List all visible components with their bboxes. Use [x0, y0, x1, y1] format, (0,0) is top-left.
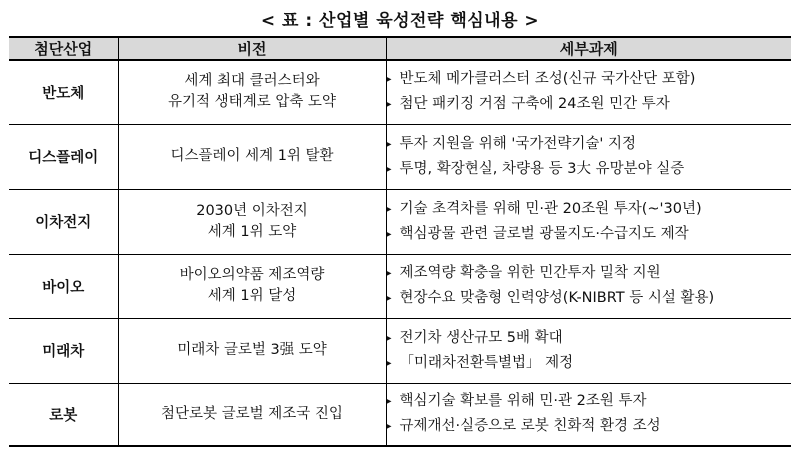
task-item: [387, 157, 792, 182]
bullet-arrow-icon: ▸: [386, 163, 392, 175]
task-text: 투자 지원을 위해 '국가전략기술' 지정: [399, 135, 637, 152]
tasks-cell: [386, 383, 791, 446]
vision-cell: [118, 60, 386, 124]
tasks-cell: [386, 124, 791, 189]
task-item: [387, 326, 792, 351]
task-text: 핵심광물 관련 글로벌 광물지도·수급지도 제작: [399, 225, 689, 242]
header-tasks: 세부과제: [386, 37, 791, 60]
task-item: [387, 389, 792, 414]
bullet-arrow-icon: ▸: [386, 138, 392, 150]
bullet-arrow-icon: ▸: [386, 332, 392, 344]
task-text: 반도체 메가클러스터 조성(신규 국가산단 포함): [399, 71, 696, 88]
vision-line: 세계 최대 클러스터와: [184, 73, 320, 90]
vision-line: 2030년 이차전지: [196, 202, 308, 219]
task-text: 기술 초격차를 위해 민·관 20조원 투자(~'30년): [399, 200, 702, 217]
task-text: 전기차 생산규모 5배 확대: [399, 329, 563, 346]
industry-name: 로봇: [9, 383, 118, 446]
task-item: [387, 197, 792, 222]
task-item: [387, 351, 792, 376]
header-industry: 첨단산업: [9, 37, 118, 60]
task-item: [387, 132, 792, 157]
industry-name: 반도체: [9, 60, 118, 124]
bullet-arrow-icon: ▸: [386, 421, 392, 433]
task-item: [387, 222, 792, 247]
vision-line: 세계 1위 도약: [207, 223, 297, 240]
vision-cell: [118, 124, 386, 189]
vision-cell: [118, 318, 386, 383]
task-text: 투명, 확장현실, 차량용 등 3大 유망분야 실증: [399, 160, 685, 177]
task-text: 「미래차전환특별법」 제정: [399, 354, 574, 371]
table-row: [9, 254, 791, 318]
header-vision: 비전: [118, 37, 386, 60]
task-item: [387, 92, 792, 117]
vision-line: 바이오의약품 제조역량: [179, 267, 325, 283]
industry-name: 바이오: [9, 254, 118, 318]
industry-name: 미래차: [9, 318, 118, 383]
task-text: 핵심기술 확보를 위해 민·관 2조원 투자: [399, 393, 647, 410]
bullet-arrow-icon: ▸: [386, 203, 392, 215]
industry-name: 디스플레이: [9, 124, 118, 189]
tasks-cell: [386, 254, 791, 318]
table-row: [9, 60, 791, 124]
tasks-cell: [386, 60, 791, 124]
task-text: 규제개선·실증으로 로봇 친화적 환경 조성: [399, 418, 661, 435]
task-item: [387, 414, 792, 439]
bullet-arrow-icon: ▸: [386, 293, 392, 304]
tasks-cell: [386, 189, 791, 254]
table-row: [9, 318, 791, 383]
bullet-arrow-icon: ▸: [386, 268, 392, 279]
vision-cell: [118, 254, 386, 318]
task-text: 제조역량 확충을 위한 민간투자 밀착 지원: [399, 265, 661, 281]
task-text: 현장수요 맞춤형 인력양성(K-NIBRT 등 시설 활용): [399, 290, 715, 306]
vision-line: 세계 1위 달성: [207, 288, 297, 304]
vision-cell: [118, 383, 386, 446]
bullet-arrow-icon: ▸: [386, 357, 392, 369]
task-item: [387, 261, 792, 286]
vision-cell: [118, 189, 386, 254]
bullet-arrow-icon: ▸: [386, 99, 392, 111]
table-caption: < 표 : 산업별 육성전략 핵심내용 >: [260, 11, 540, 31]
vision-line: 첨단로봇 글로벌 제조국 진입: [161, 405, 343, 422]
table-row: [9, 189, 791, 254]
header-row: [9, 37, 791, 60]
table-row: [9, 124, 791, 189]
industry-name: 이차전지: [9, 189, 118, 254]
tasks-cell: [386, 318, 791, 383]
vision-line: 유기적 생태계로 압축 도약: [168, 94, 336, 111]
task-item: [387, 286, 792, 311]
strategy-table: [9, 36, 791, 447]
bullet-arrow-icon: ▸: [386, 228, 392, 240]
task-item: [387, 67, 792, 92]
vision-line: 미래차 글로벌 3强 도약: [177, 342, 327, 358]
vision-line: 디스플레이 세계 1위 탈환: [170, 148, 334, 164]
task-text: 첨단 패키징 거점 구축에 24조원 민간 투자: [399, 96, 670, 113]
bullet-arrow-icon: ▸: [386, 74, 392, 86]
bullet-arrow-icon: ▸: [386, 396, 392, 408]
table-row: [9, 383, 791, 446]
